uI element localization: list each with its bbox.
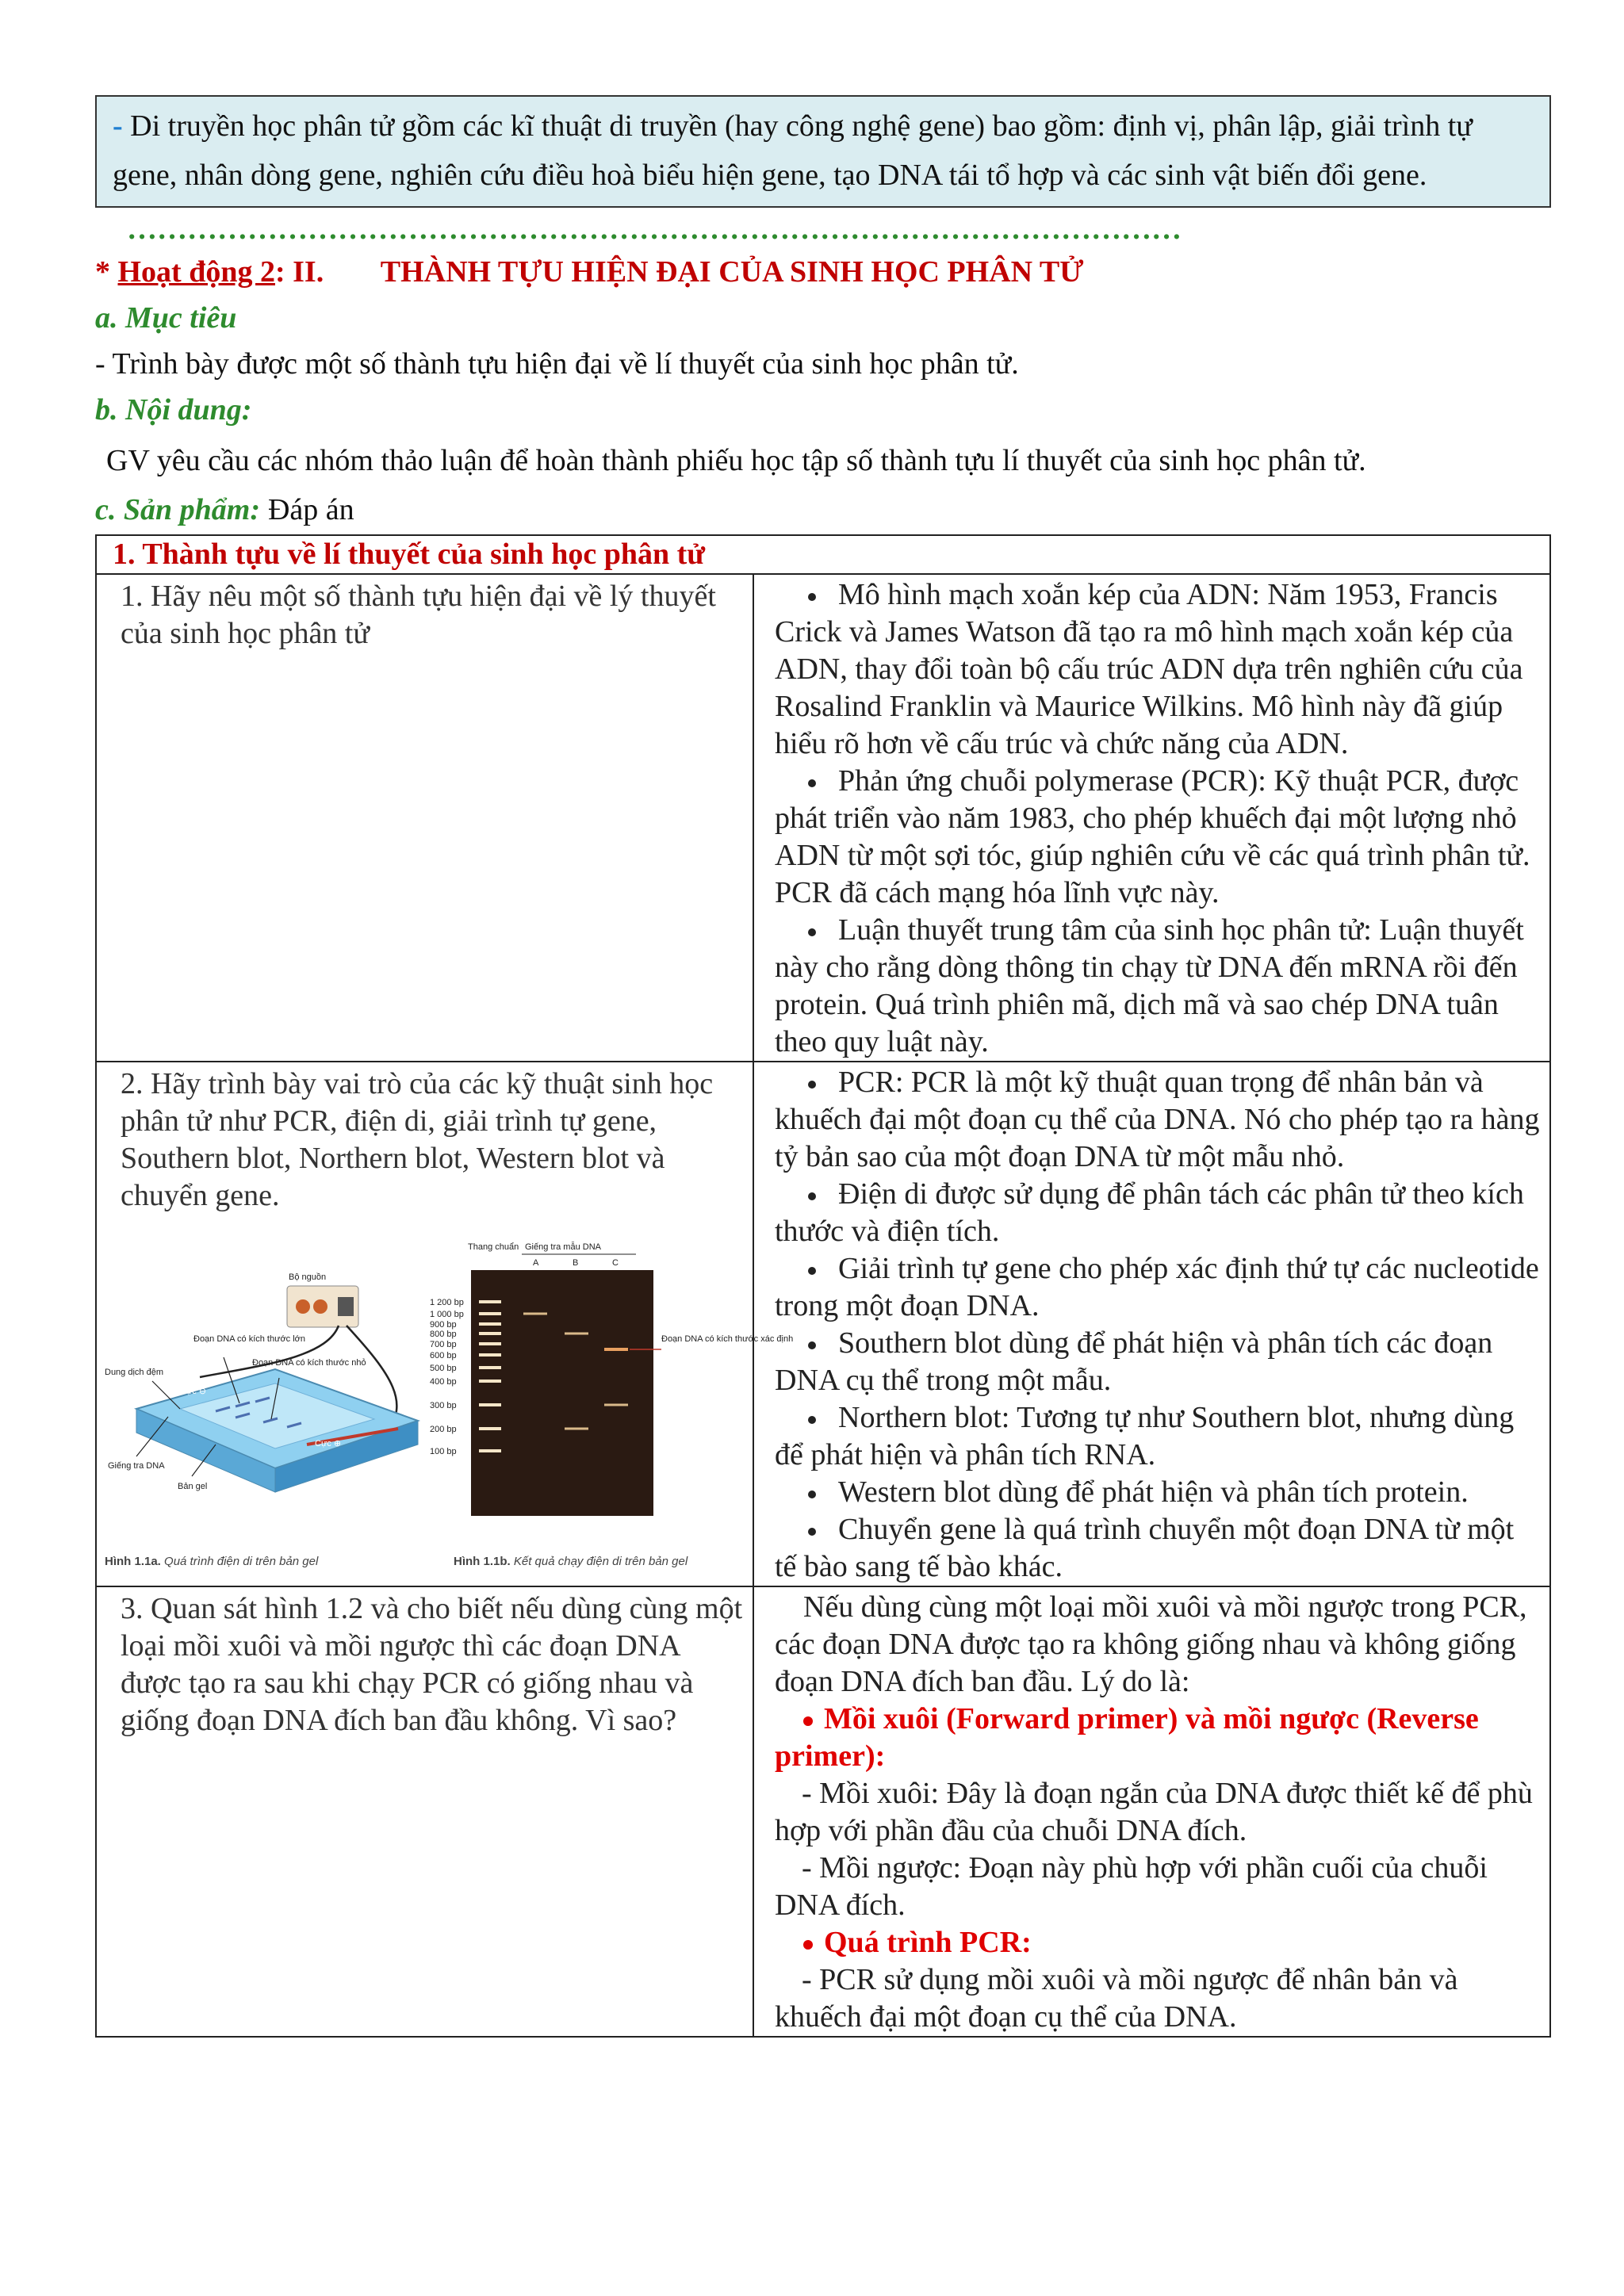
label-well: Giếng tra DNA [108, 1461, 165, 1471]
figure-a-caption [105, 1543, 318, 1580]
answer-2-bullet [775, 1511, 1542, 1586]
answer-3-section-2 [775, 1924, 1542, 1961]
table-row [96, 1586, 1550, 2037]
ladder-tick-label: 1 000 bp [430, 1310, 464, 1319]
product-line [95, 487, 1551, 533]
content-label: b. Nội dung: [95, 393, 252, 427]
red-bullet-icon [803, 1940, 813, 1950]
question-3: 3. Quan sát hình 1.2 và cho biết nếu dùng cùng một loại mồi xuôi và mồi ngược thì các đoạn DNA được tạo ra sau khi chạy PCR có giống nhau và giống đoạn DNA đích ban đầu không. Vì sao? [96, 1586, 753, 2037]
intro-text: Di truyền học phân tử gồm các kĩ thuật di truyền (hay công nghệ gene) bao gồm: định vị, phân lập, giải trình tự gene, nhân dòng gene, nghiên cứu điều hoà biểu hiện gene, tạo DNA tái tổ hợp và các sinh vật biến đổi gene. [113, 109, 1473, 192]
product-label: c. Sản phẩm: [95, 493, 260, 526]
figure-a-caption-text: Quá trình điện di trên bản gel [164, 1555, 319, 1568]
answer-2-bullet [775, 1064, 1542, 1176]
answer-2-bullet [775, 1250, 1542, 1325]
electrophoresis-apparatus-image [105, 1238, 446, 1540]
bullet-icon [808, 1267, 816, 1275]
ladder-tick-label: 700 bp [430, 1340, 457, 1349]
answer-3-item: - Mồi ngược: Đoạn này phù hợp với phần cuối của chuỗi DNA đích. [775, 1851, 1488, 1922]
answer-2-bullet [775, 1399, 1542, 1474]
answer-1-bullet [775, 576, 1542, 763]
section-2-title: Quá trình PCR: [824, 1926, 1032, 1959]
answer-2-bullet [775, 1325, 1542, 1399]
bullet-text: Mô hình mạch xoắn kép của ADN: Năm 1953, Francis Crick và James Watson đã tạo ra mô hình mạch xoắn kép của ADN, thay đổi toàn bộ cấu trúc ADN dựa trên nghiên cứu của Rosalind Franklin và Maurice Wilkins. Mô hình này đã giúp hiểu rõ hơn về cấu trúc và chức năng của ADN. [775, 578, 1523, 760]
answer-3-item: - Mồi xuôi: Đây là đoạn ngắn của DNA được thiết kế để phù hợp với phần đầu của chuỗi DNA đích. [775, 1777, 1533, 1847]
bullet-icon [808, 1341, 816, 1349]
bullet-icon [808, 1192, 816, 1200]
answer-2-bullet [775, 1176, 1542, 1250]
table-row [96, 574, 1550, 1062]
label-gel: Bản gel [178, 1482, 208, 1491]
figure-b-caption-text: Kết quả chạy điện di trên bản gel [513, 1555, 688, 1568]
label-buffer: Dung dịch đệm [105, 1368, 163, 1377]
answer-3 [753, 1586, 1550, 2037]
answer-3-intro: Nếu dùng cùng một loại mồi xuôi và mồi ngược trong PCR, các đoạn DNA được tạo ra không giống nhau và không giống đoạn DNA đích ban đầu. Lý do là: [775, 1590, 1527, 1698]
table-title: 1. Thành tựu về lí thuyết của sinh học phân tử [96, 535, 1550, 574]
lane-c-label: C [612, 1258, 619, 1268]
bullet-icon [808, 1528, 816, 1536]
content-text: GV yêu cầu các nhóm thảo luận để hoàn thành phiếu học tập số thành tựu lí thuyết của sinh học phân tử. [106, 444, 1366, 477]
figure-b-caption-num: Hình 1.1b. [454, 1555, 511, 1568]
answer-1-bullet [775, 912, 1542, 1061]
objective-text: - Trình bày được một số thành tựu hiện đại về lí thuyết của sinh học phân tử. [95, 347, 1019, 381]
question-2: 2. Hãy trình bày vai trò của các kỹ thuật sinh học phân tử như PCR, điện di, giải trình tự gene, Southern blot, Northern blot, Western blot và chuyển gene. [121, 1067, 714, 1212]
label-wells: Giếng tra mẫu DNA [525, 1242, 601, 1252]
bullet-icon [808, 1081, 816, 1089]
lane-b-label: B [573, 1258, 579, 1268]
activity-title: THÀNH TỰU HIỆN ĐẠI CỦA SINH HỌC PHÂN TỬ [380, 255, 1084, 289]
page [95, 95, 1551, 2038]
intro-box [95, 95, 1551, 208]
ladder-tick-label: 500 bp [430, 1364, 457, 1373]
gel-result-image [430, 1238, 794, 1540]
ladder-tick-label: 200 bp [430, 1425, 457, 1434]
answer-1-bullet [775, 763, 1542, 912]
bullet-icon [808, 928, 816, 936]
ladder-tick-label: 1 200 bp [430, 1298, 464, 1307]
answer-1 [753, 574, 1550, 1062]
product-value: Đáp án [267, 493, 354, 526]
ladder-tick-label: 800 bp [430, 1330, 457, 1339]
bullet-text: Southern blot dùng để phát hiện và phân tích các đoạn DNA cụ thể trong một mẫu. [775, 1326, 1493, 1397]
bullet-icon [808, 1490, 816, 1498]
activity-number: : II. [274, 255, 324, 289]
question-2-cell [96, 1062, 794, 1586]
objective-label: a. Mục tiêu [95, 301, 237, 335]
activity-link[interactable]: Hoạt động 2 [117, 255, 275, 289]
label-small: Đoạn DNA có kích thước nhỏ [252, 1358, 366, 1368]
dotted-separator: …………………………………………………………………………………………… [127, 212, 1182, 246]
activity-prefix: * [95, 255, 110, 289]
bullet-text: Điện di được sử dụng để phân tách các phân tử theo kích thước và điện tích. [775, 1177, 1524, 1248]
label-power: Bộ nguồn [289, 1272, 327, 1282]
label-pole-pos: Cực ⊕ [315, 1439, 342, 1448]
activity-heading [95, 249, 1551, 295]
bullet-text: PCR: PCR là một kỹ thuật quan trọng để nhân bản và khuếch đại một đoạn cụ thể của DNA. Nó cho phép tạo ra hàng tỷ bản sao của một đoạn DNA từ một mẫu nhỏ. [775, 1066, 1540, 1173]
electrophoresis-figures [105, 1238, 794, 1579]
red-bullet-icon [803, 1716, 813, 1726]
answer-2-bullet [775, 1474, 1542, 1511]
answer-3-section-1 [775, 1701, 1542, 1775]
bullet-text: Northern blot: Tương tự như Southern blot, nhưng dùng để phát hiện và phân tích RNA. [775, 1401, 1515, 1471]
figure-b-caption [454, 1543, 688, 1580]
answer-2 [753, 1062, 1550, 1586]
ladder-tick-label: 600 bp [430, 1351, 457, 1360]
label-target-text: Đoạn DNA có kích thước xác định [661, 1334, 794, 1344]
bullet-text: Western blot dùng để phát hiện và phân tích protein. [838, 1475, 1469, 1509]
label-large: Đoạn DNA có kích thước lớn [193, 1334, 306, 1344]
lane-a-label: A [533, 1258, 539, 1268]
label-target [661, 1334, 793, 1344]
figure-a-caption-num: Hình 1.1a. [105, 1555, 161, 1568]
label-ladder: Thang chuẩn [468, 1242, 519, 1252]
table-row [96, 1062, 1550, 1586]
bullet-text: Chuyển gene là quá trình chuyển một đoạn DNA từ một tế bào sang tế bào khác. [775, 1513, 1515, 1583]
answer-table [95, 534, 1551, 2038]
answer-3-item: - PCR sử dụng mồi xuôi và mồi ngược để nhân bản và khuếch đại một đoạn cụ thể của DNA. [775, 1963, 1458, 2034]
bullet-text: Giải trình tự gene cho phép xác định thứ tự các nucleotide trong một đoạn DNA. [775, 1252, 1539, 1322]
bullet-text: Phản ứng chuỗi polymerase (PCR): Kỹ thuật PCR, được phát triển vào năm 1983, cho phép khuếch đại một lượng nhỏ ADN từ một sợi tóc, giúp nghiên cứu về các quá trình phân tử. PCR đã cách mạng hóa lĩnh vực này. [775, 764, 1530, 909]
section-1-title: Mồi xuôi (Forward primer) và mồi ngược (Reverse primer): [775, 1702, 1479, 1773]
bullet-icon [808, 1416, 816, 1424]
ladder-tick-label: 400 bp [430, 1377, 457, 1387]
question-1: 1. Hãy nêu một số thành tựu hiện đại về lý thuyết của sinh học phân tử [96, 574, 753, 1062]
ladder-tick-label: 100 bp [430, 1447, 457, 1456]
ladder-tick-label: 900 bp [430, 1320, 457, 1330]
label-pole-neg: Cực ⊖ [180, 1387, 207, 1396]
intro-dash: - [113, 109, 123, 143]
bullet-icon [808, 779, 816, 787]
bullet-text: Luận thuyết trung tâm của sinh học phân tử: Luận thuyết này cho rằng dòng thông tin chạy từ DNA đến mRNA rồi đến protein. Quá trình phiên mã, dịch mã và sao chép DNA tuân theo quy luật này. [775, 913, 1524, 1058]
ladder-tick-label: 300 bp [430, 1401, 457, 1410]
bullet-icon [808, 593, 816, 601]
